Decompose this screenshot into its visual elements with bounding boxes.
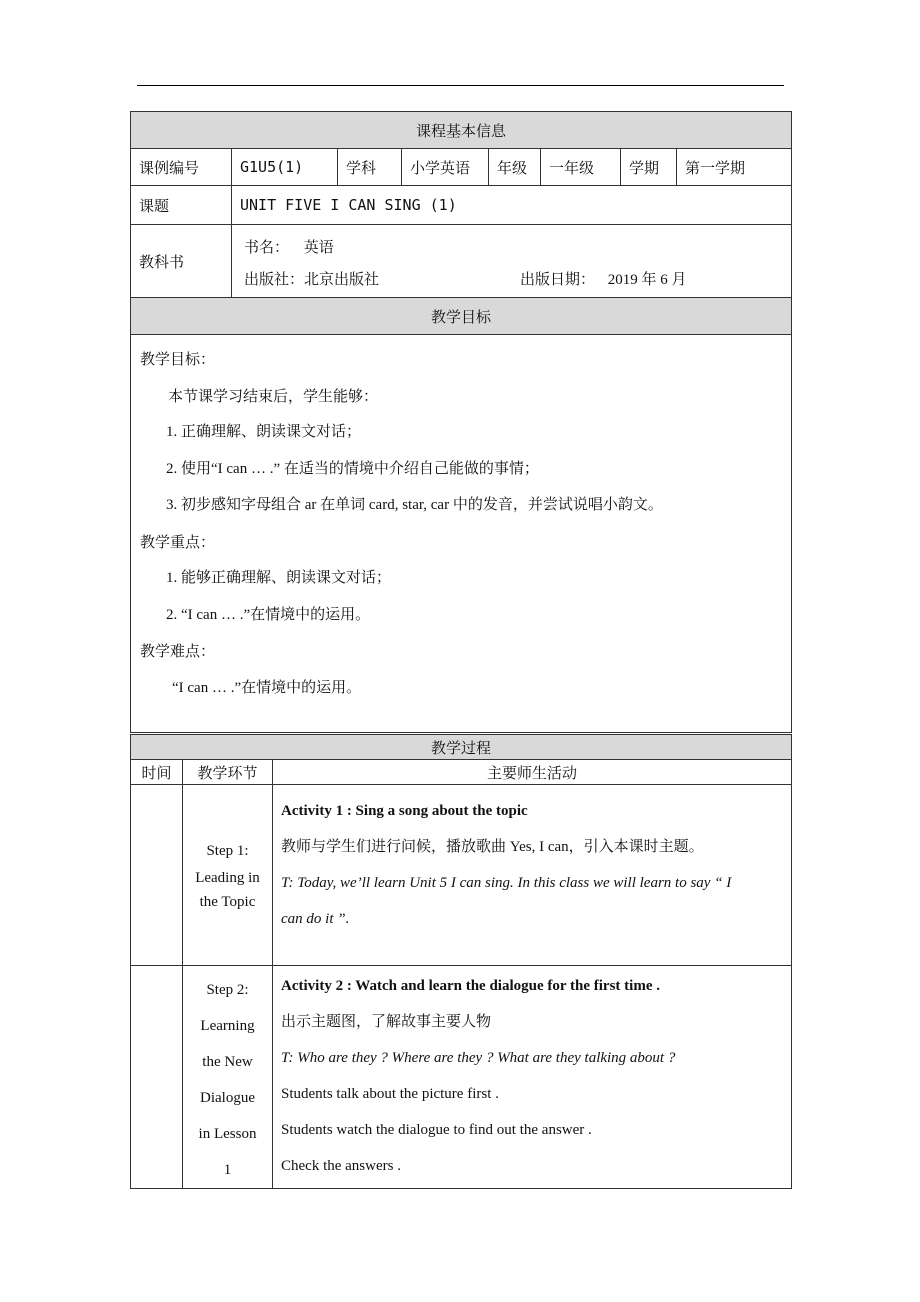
book-name-label: 书名： [244, 238, 290, 256]
step2-label [183, 966, 273, 1189]
process-header: 教学过程 [131, 735, 792, 760]
step1-time [131, 785, 183, 966]
objectives-body [131, 335, 792, 733]
step-line: Step 2: [206, 982, 249, 998]
grade-value: 一年级 [541, 149, 621, 186]
step-line: Leading in [195, 870, 260, 886]
goal-item: 3. 初步感知字母组合 ar 在单词 card, star, car 中的发音，并尝试说唱小韵文。 [166, 497, 663, 513]
term-value: 第一学期 [677, 149, 792, 186]
textbook-info [232, 225, 792, 298]
step2-activity [273, 966, 792, 1189]
pub-date-label: 出版日期： [520, 270, 596, 288]
process-table [130, 734, 792, 1189]
step-line: 1 [223, 1162, 232, 1178]
code-label: 课例编号 [131, 149, 232, 186]
key-title: 教学重点： [140, 532, 216, 551]
activity-title: Activity 1 : Sing a song about the topic [281, 803, 528, 819]
step1-label [183, 785, 273, 966]
topic-label: 课题 [131, 186, 232, 225]
step-line: Step 1: [206, 843, 249, 859]
step-line: in Lesson [198, 1126, 257, 1142]
goal-item: 1. 正确理解、朗读课文对话； [166, 424, 362, 440]
book-name-value: 英语 [303, 238, 334, 256]
page-top-rule [137, 85, 784, 86]
grade-label: 年级 [489, 149, 541, 186]
activity-line: Check the answers . [281, 1158, 401, 1174]
key-item: 2. “I can … .”在情境中的运用。 [166, 606, 371, 623]
code-value: G1U5(1) [232, 149, 338, 186]
step-line: the New [202, 1054, 253, 1070]
basic-info-header: 课程基本信息 [131, 112, 792, 149]
activity-line: Students talk about the picture first . [281, 1086, 499, 1102]
step-line: Learning [200, 1018, 255, 1034]
step-line: the Topic [199, 894, 256, 910]
goal-title: 教学目标： [140, 350, 216, 368]
col-time: 时间 [131, 760, 183, 785]
activity-title: Activity 2 : Watch and learn the dialogue for the first time . [281, 978, 660, 994]
course-info-table [130, 111, 792, 733]
difficulty-title: 教学难点： [140, 642, 216, 660]
term-label: 学期 [621, 149, 677, 186]
goal-intro: 本节课学习结束后，学生能够： [168, 386, 379, 405]
publisher-text: 出版社：北京出版社 [244, 270, 380, 288]
activity-line: 教师与学生们进行问候，播放歌曲 Yes, I can，引入本课时主题。 [281, 839, 704, 855]
col-activity: 主要师生活动 [273, 760, 792, 785]
step2-time [131, 966, 183, 1189]
key-item: 1. 能够正确理解、朗读课文对话； [166, 570, 392, 586]
objectives-header: 教学目标 [131, 298, 792, 335]
subject-value: 小学英语 [402, 149, 489, 186]
activity-line: can do it ”. [281, 911, 350, 927]
activity-line: 出示主题图，了解故事主要人物 [281, 1014, 492, 1030]
col-step: 教学环节 [183, 760, 273, 785]
activity-line: Students watch the dialogue to find out the answer . [281, 1122, 592, 1138]
topic-value: UNIT FIVE I CAN SING (1) [232, 186, 792, 225]
difficulty-text: “I can … .”在情境中的运用。 [172, 679, 362, 696]
step1-activity [273, 785, 792, 966]
textbook-label: 教科书 [131, 225, 232, 298]
goal-item: 2. 使用“I can … .” 在适当的情境中介绍自己能做的事情； [166, 460, 539, 477]
subject-label: 学科 [338, 149, 402, 186]
activity-line: T: Who are they ? Where are they ? What are they talking about ? [281, 1050, 676, 1066]
pub-date-value: 2019 年 6 月 [607, 272, 687, 288]
step-line: Dialogue [200, 1090, 255, 1106]
activity-line: T: Today, we’ll learn Unit 5 I can sing. In this class we will learn to say “ I [281, 875, 732, 891]
